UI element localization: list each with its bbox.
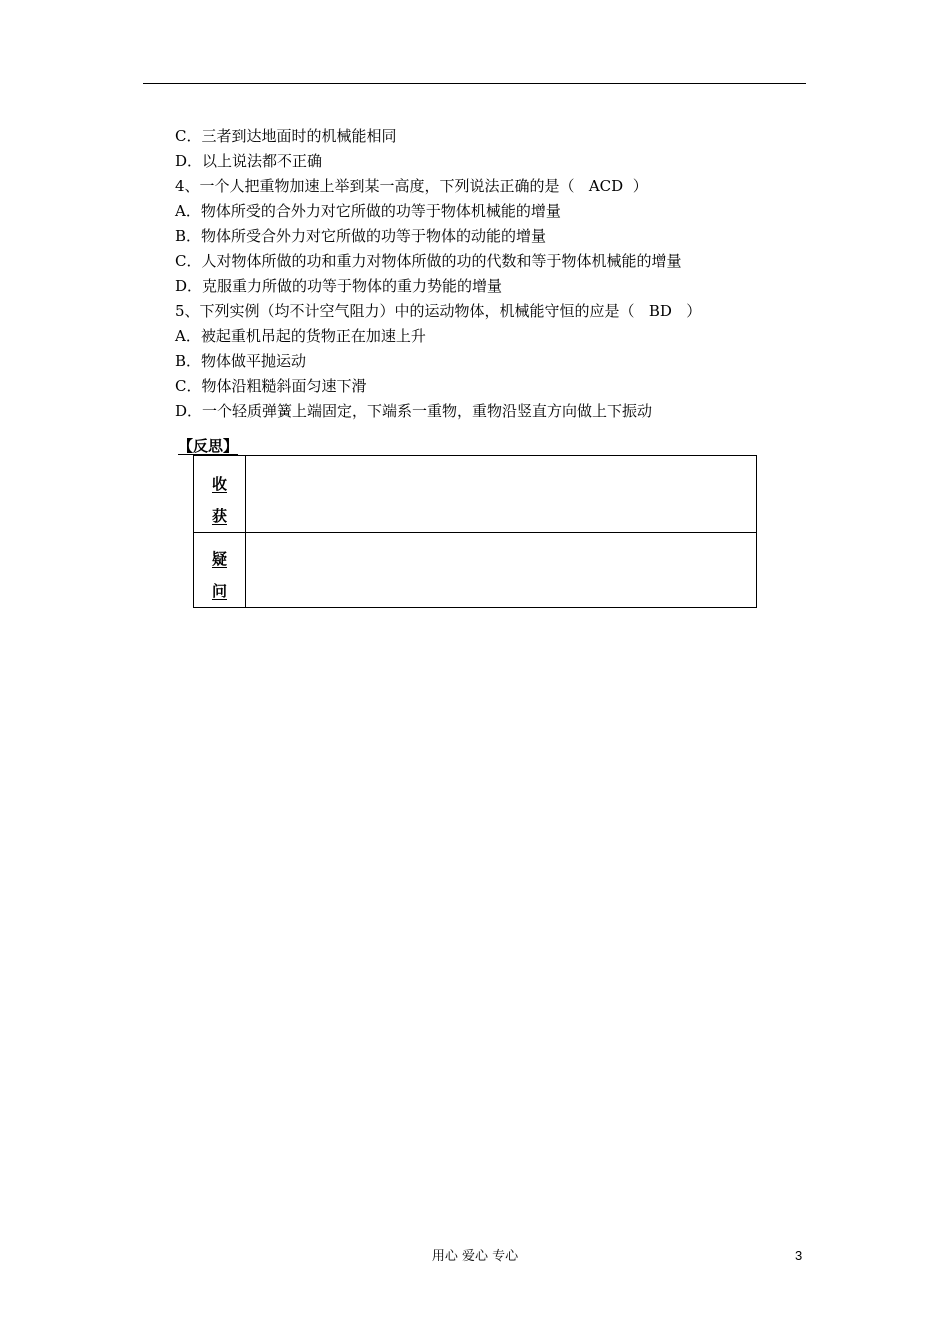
question-text	[175, 124, 815, 424]
gain-row	[194, 456, 757, 533]
option-line: D．一个轻质弹簧上端固定，下端系一重物，重物沿竖直方向做上下振动	[175, 402, 653, 420]
option-line: B．物体做平抛运动	[175, 352, 307, 370]
option-line: D．克服重力所做的功等于物体的重力势能的增量	[175, 277, 503, 295]
question-stem: 5、下列实例（均不计空气阻力）中的运动物体，机械能守恒的应是（ BD ）	[175, 302, 702, 320]
option-line: B．物体所受合外力对它所做的功等于物体的动能的增量	[175, 227, 547, 245]
option-line: C．三者到达地面时的机械能相同	[175, 127, 397, 145]
gain-label-char: 获	[211, 507, 227, 525]
gain-label	[194, 456, 246, 533]
reflection-title: 【反思】	[178, 437, 239, 455]
question-label-char: 疑	[211, 550, 227, 568]
gain-content-cell[interactable]	[246, 456, 757, 533]
reflection-table	[193, 455, 757, 608]
question-content-cell[interactable]	[246, 533, 757, 608]
option-line: C．人对物体所做的功和重力对物体所做的功的代数和等于物体机械能的增量	[175, 252, 682, 270]
question-label-char: 问	[211, 582, 227, 600]
option-line: A．物体所受的合外力对它所做的功等于物体机械能的增量	[175, 202, 561, 220]
option-line: D．以上说法都不正确	[175, 152, 323, 170]
header-rule	[143, 83, 806, 84]
page-number: 3	[795, 1248, 803, 1263]
question-label	[194, 533, 246, 608]
footer-text: 用心 爱心 专心	[431, 1249, 519, 1264]
option-line: C．物体沿粗糙斜面匀速下滑	[175, 377, 367, 395]
option-line: A．被起重机吊起的货物正在加速上升	[175, 327, 426, 345]
gain-label-char: 收	[211, 475, 227, 493]
question-row	[194, 533, 757, 608]
question-stem: 4、一个人把重物加速上举到某一高度，下列说法正确的是（ ACD ）	[175, 177, 648, 195]
